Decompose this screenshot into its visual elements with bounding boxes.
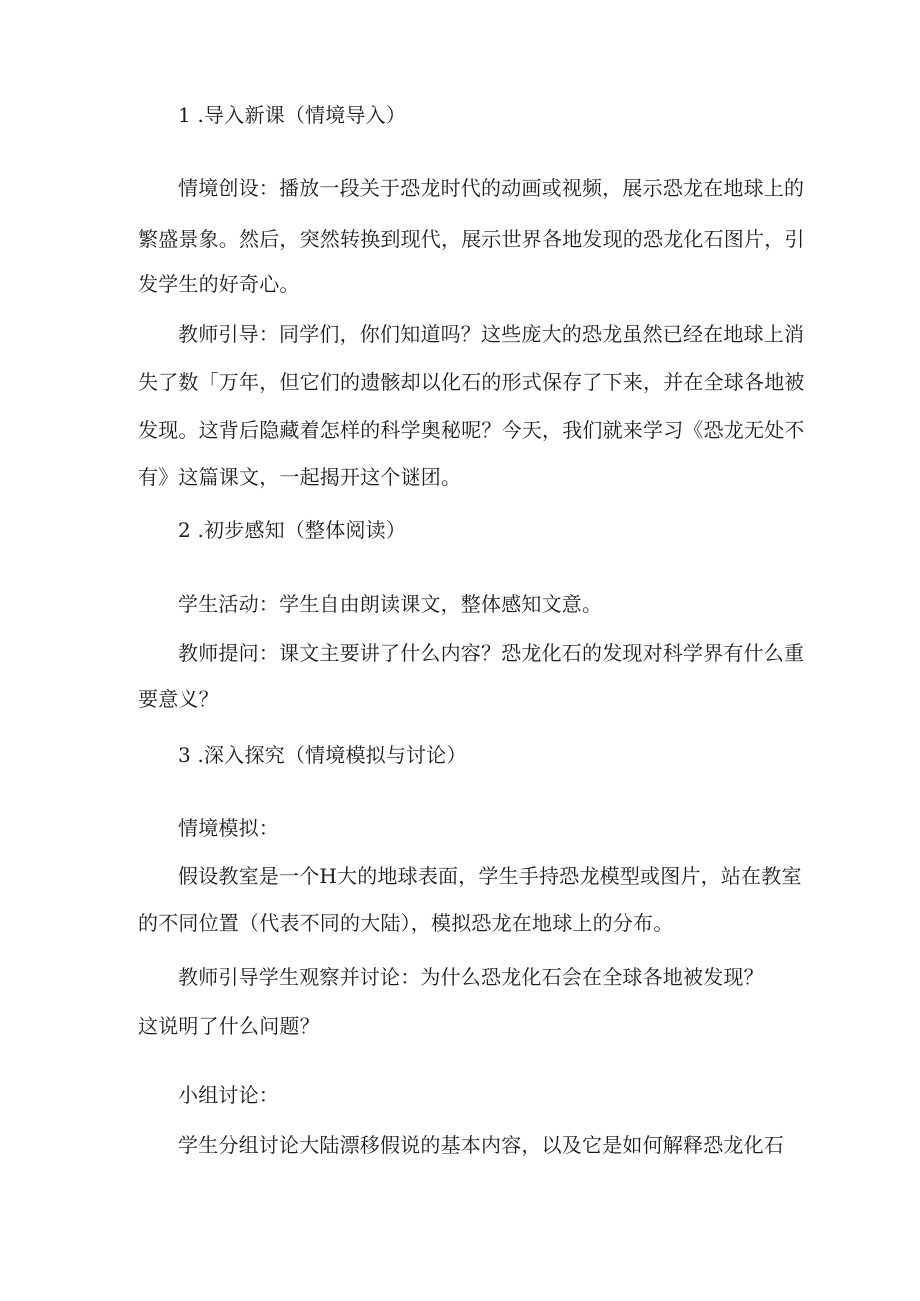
section-3-para-3-line-2: 这说明了什么问题？: [138, 1014, 320, 1038]
section-1-heading: 1 .导入新课（情境导入）: [178, 103, 407, 127]
section-3-para-2-line-2: 的不同位置（代表不同的大陆），模拟恐龙在地球上的分布。: [138, 911, 674, 935]
section-3-para-3-line-1: 教师引导学生观察并讨论：为什么恐龙化石会在全球各地被发现？: [178, 965, 764, 989]
section-1-para-2-line-4: 有》这篇课文，一起揭开这个谜团。: [138, 465, 462, 489]
section-1-para-1-line-1: 情境创设：播放一段关于恐龙时代的动画或视频，展示恐龙在地球上的: [178, 176, 805, 200]
section-2-para-2-line-2: 要意义？: [138, 687, 219, 711]
section-3-para-1: 情境模拟：: [178, 816, 279, 840]
section-1-para-2-line-2: 失了数「万年，但它们的遗骸却以化石的形式保存了下来，并在全球各地被: [138, 370, 805, 394]
section-3-para-2-line-1: 假设教室是一个H大的地球表面，学生手持恐龙模型或图片，站在教室: [178, 864, 802, 888]
section-1-para-2-line-1: 教师引导：同学们，你们知道吗？这些庞大的恐龙虽然已经在地球上消: [178, 322, 805, 346]
section-1-para-2-line-3: 发现。这背后隐藏着怎样的科学奥秘呢？今天，我们就来学习《恐龙无处不: [138, 418, 805, 442]
section-2-para-1: 学生活动：学生自由朗读课文，整体感知文意。: [178, 592, 603, 616]
section-3-para-4: 小组讨论：: [178, 1083, 279, 1107]
section-1-para-1-line-2: 繁盛景象。然后，突然转换到现代，展示世界各地发现的恐龙化石图片，引: [138, 227, 805, 251]
section-3-para-5-line-1: 学生分组讨论大陆漂移假说的基本内容，以及它是如何解释恐龙化石: [178, 1133, 784, 1157]
section-1-para-1-line-3: 发学生的好奇心。: [138, 272, 300, 296]
section-3-heading: 3 .深入探究（情境模拟与讨论）: [178, 743, 467, 767]
section-2-para-2-line-1: 教师提问：课文主要讲了什么内容？恐龙化石的发现对科学界有什么重: [178, 641, 805, 665]
section-2-heading: 2 .初步感知（整体阅读）: [178, 518, 407, 542]
